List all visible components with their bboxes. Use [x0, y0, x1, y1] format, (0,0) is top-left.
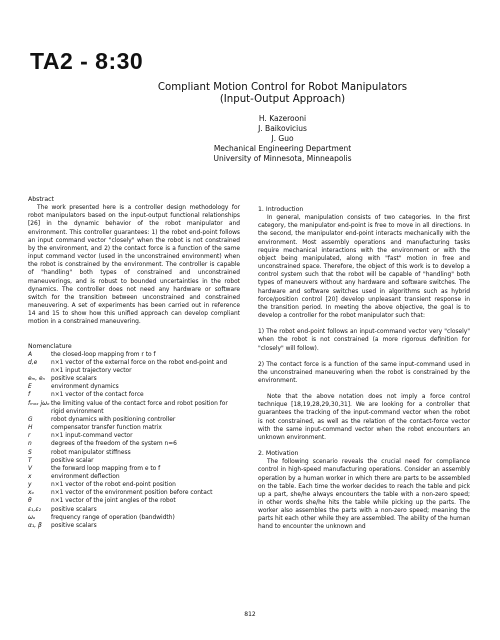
nomenclature-definition: n×1 vector of the contact force: [51, 392, 144, 399]
nomenclature-definition: the forward loop mapping from e to f: [51, 465, 161, 472]
nomenclature-row: [28, 465, 240, 473]
nomenclature-symbol: V: [28, 465, 33, 472]
nomenclature-definition: positive scalars: [51, 376, 97, 383]
motivation-heading: 2. Motivation: [258, 450, 299, 458]
motivation-paragraph: The following scenario reveals the crucial need for compliance control in high-speed manufacturing operations. Consider an assembly operation by a human worker in which there are parts to be assembled on the table. Each time the worker decides to reach the table and pick up a part, she/he always encounters the table with a non-zero speed; in other words she/he hits the table while picking up the parts. The worker also assembles the parts with a non-zero speed; meaning the parts hit each other while they are assembled. The ability of the human hand to encounter the unknown and: [258, 459, 470, 531]
nomenclature-row: [28, 489, 240, 497]
nomenclature-symbol: S: [28, 449, 32, 456]
nomenclature-definition: the limiting value of the contact force and robot position for rigid environment: [51, 400, 228, 415]
author: J. Baikovicius: [258, 123, 307, 133]
nomenclature-row: [28, 522, 240, 530]
nomenclature-definition: positive scalar: [51, 457, 94, 464]
nomenclature-definition: n×1 vector of the robot end-point position: [51, 482, 176, 489]
nomenclature-list: [28, 351, 240, 530]
nomenclature-definition: the closed-loop mapping from r to f: [51, 351, 156, 358]
nomenclature-symbol: θ: [28, 498, 32, 505]
nomenclature-row: [28, 440, 240, 448]
nomenclature-definition: robot manipulator stiffness: [51, 449, 131, 456]
nomenclature-symbol: eₘ, eₙ: [28, 376, 46, 383]
nomenclature-definition: environment deflection: [51, 474, 120, 480]
nomenclature-symbol: ε₁,ε₂: [28, 506, 41, 513]
nomenclature-definition: n×1 vector of the joint angles of the robot: [51, 498, 176, 505]
nomenclature-row: [28, 473, 240, 481]
nomenclature-symbol: xₒ: [28, 490, 34, 497]
nomenclature-symbol: E: [28, 384, 32, 391]
left-column: [28, 196, 240, 530]
nomenclature-symbol: α₁, β: [28, 522, 42, 529]
nomenclature-definition: n×1 input-command vector: [51, 433, 133, 440]
paper-header: [110, 82, 455, 164]
nomenclature-definition: robot dynamics with positioning controller: [51, 416, 176, 423]
paper-subtitle: (Input-Output Approach): [219, 94, 346, 106]
affiliation-department: Mechanical Engineering Department: [213, 143, 352, 153]
nomenclature-symbol: G: [28, 416, 33, 423]
nomenclature-row: [28, 497, 240, 505]
nomenclature-row: [28, 383, 240, 391]
paper-title: Compliant Motion Control for Robot Manipulators: [157, 82, 408, 93]
nomenclature-definition: positive scalars: [51, 506, 97, 513]
nomenclature-symbol: d,e: [28, 359, 38, 366]
nomenclature-row: [28, 432, 240, 440]
session-label: TA2 - 8:30: [30, 48, 144, 74]
page-number: 812: [244, 611, 256, 618]
nomenclature-row: [28, 351, 240, 359]
nomenclature-definition: degrees of the freedom of the system n=6: [51, 441, 177, 448]
nomenclature-heading: Nomenclature: [28, 342, 72, 350]
nomenclature-symbol: T: [28, 457, 32, 464]
nomenclature-row: [28, 416, 240, 424]
nomenclature-symbol: ωₒ: [28, 514, 36, 521]
nomenclature-symbol: x: [28, 474, 32, 480]
affiliation-university: University of Minnesota, Minneapolis: [213, 153, 352, 163]
abstract-text: The work presented here is a controller design methodology for robot manipulators based on the input-output functional relationships [26] in the dynamic behavior of the robot manipulator and environment. This controller guarantees: 1) the robot end-point follows an input command vector "closely" when the robot is not constrained by the environment, and 2) the contact force is a function of the same input command vector (used in the unconstrained environment) when the robot is constrained by the environment. The controller is capable of "handling" both types of constrained and unconstrained maneuverings, and is robust to bounded uncertainties in the robot dynamics. The controller does not need any hardware or software switch for the transition between unconstrained and constrained maneuvering. A set of experiments has been carried out in reference 14 and 15 to show how this unified approach can develop compliant motion in a constrained maneuvering.: [28, 205, 240, 326]
nomenclature-definition: frequency range of operation (bandwidth): [51, 514, 175, 521]
abstract-heading: Abstract: [28, 196, 54, 203]
nomenclature-definition: environment dynamics: [51, 384, 119, 391]
nomenclature-definition: n×1 vector of the external force on the robot end-point and n×1 input trajectory vector: [51, 359, 228, 374]
nomenclature-definition: positive scalars: [51, 522, 97, 529]
requirement-item: 2) The contact force is a function of the same input-command used in the unconstrained maneuvering when the robot is constrained by the environment.: [258, 361, 470, 384]
nomenclature-symbol: r: [28, 433, 31, 440]
author: J. Guo: [271, 133, 294, 143]
nomenclature-row: [28, 514, 240, 522]
author: H. Kazerooni: [258, 113, 307, 123]
nomenclature-symbol: fₘₐₓ jωₒ: [28, 400, 50, 407]
nomenclature-symbol: y: [28, 482, 32, 489]
nomenclature-row: [28, 449, 240, 457]
nomenclature-row: [28, 400, 240, 416]
introduction-heading: 1. Introduction: [258, 206, 304, 213]
nomenclature-row: [28, 391, 240, 399]
nomenclature-row: [28, 375, 240, 383]
nomenclature-row: [28, 457, 240, 465]
nomenclature-symbol: A: [28, 351, 33, 358]
introduction-paragraph: In general, manipulation consists of two categories. In the first category, the manipulator end-point is free to move in all directions. In the second, the manipulator end-point interacts mechanically with the environment. Most assembly operations and manufacturing tasks require mechanical interactions with the environment or with the object being manipulated, along with "fast" motion in free and unconstrained space. Therefore, the object of this work is to develop a control system such that the robot will be capable of "handling" both types of maneuvers without any hardware and software switches. The hardware and software switches used in algorithms such as hybrid force/position control [20] develop unpleasant transient response in the transition period. In meeting the above objective, the goal is to develop a controller for the robot manipulator such that:: [258, 215, 470, 320]
nomenclature-row: [28, 359, 240, 375]
introduction-paragraph: Note that the above notation does not imply a force control technique [18,19,28,29,30,31]. We are looking for a controller that guarantees the tracking of the input-command vector when the robot is not constrained, as well as the relation of the contact-force vector with the same input-command vector when the robot encounters an unknown environment.: [258, 394, 470, 441]
nomenclature-definition: n×1 vector of the environment position before contact: [51, 490, 213, 497]
nomenclature-symbol: n: [28, 441, 32, 448]
nomenclature-symbol: H: [28, 425, 33, 432]
nomenclature-row: [28, 481, 240, 489]
nomenclature-row: [28, 506, 240, 514]
right-column: [258, 206, 470, 532]
requirement-item: 1) The robot end-point follows an input-command vector very "closely" when the robot is not constrained (a more rigorous definition for "closely" will follow).: [258, 329, 470, 352]
nomenclature-definition: compensator transfer function matrix: [51, 425, 162, 432]
nomenclature-row: [28, 424, 240, 432]
nomenclature-symbol: f: [28, 392, 31, 399]
